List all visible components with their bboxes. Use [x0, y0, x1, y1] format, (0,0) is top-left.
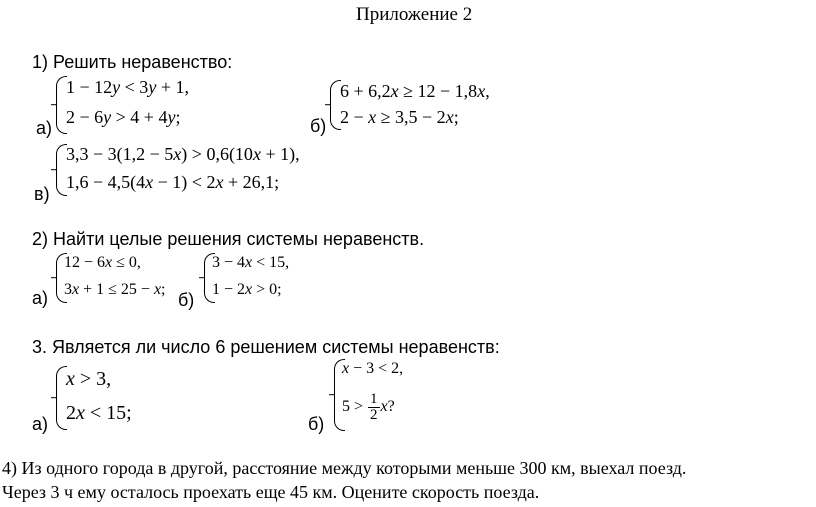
task2-heading: 2) Найти целые решения системы неравенств.	[32, 229, 425, 249]
task1-a-label: а)	[36, 118, 53, 138]
inequality: 3,3 − 3(1,2 − 5x) > 0,6(10x + 1),	[66, 144, 300, 164]
inequality: 1,6 − 4,5(4x − 1) < 2x + 26,1;	[66, 172, 280, 192]
task4-line2: Через 3 ч ему осталось проехать еще 45 км. Оцените скорость поезда.	[2, 482, 540, 502]
task3-heading: 3. Является ли число 6 решением системы неравенств:	[32, 337, 500, 357]
fraction: $\frac{1}{2}$	[370, 391, 378, 423]
inequality: 2x < 15;	[66, 402, 132, 424]
task2-a-label: а)	[32, 288, 49, 308]
inequality: 1 − 2x > 0;	[212, 281, 282, 298]
task3-b-label: б)	[308, 414, 325, 434]
inequality: x − 3 < 2,	[342, 360, 404, 377]
task1-v-label: в)	[34, 184, 50, 204]
page-title: Приложение 2	[356, 4, 473, 25]
inequality: 6 + 6,2x ≥ 12 − 1,8x,	[340, 81, 490, 101]
task2-b-label: б)	[178, 290, 195, 310]
inequality: 2 − x ≥ 3,5 − 2x;	[340, 107, 459, 127]
inequality: 3x + 1 ≤ 25 − x;	[64, 281, 166, 298]
task4-line1: 4) Из одного города в другой, расстояние между которыми меньше 300 км, выехал поезд.	[2, 458, 687, 478]
inequality: 1 − 12y < 3y + 1,	[66, 77, 189, 97]
inequality: 3 − 4x < 15,	[212, 254, 290, 271]
task1-heading: 1) Решить неравенство:	[32, 52, 233, 72]
inequality: 5 > $\frac{1}{2}$ x?	[342, 391, 395, 423]
inequality: x > 3,	[66, 368, 112, 390]
task1-b-label: б)	[310, 116, 327, 136]
task3-a-label: а)	[32, 414, 49, 434]
inequality: 2 − 6y > 4 + 4y;	[66, 107, 181, 127]
inequality: 12 − 6x ≤ 0,	[64, 254, 141, 271]
